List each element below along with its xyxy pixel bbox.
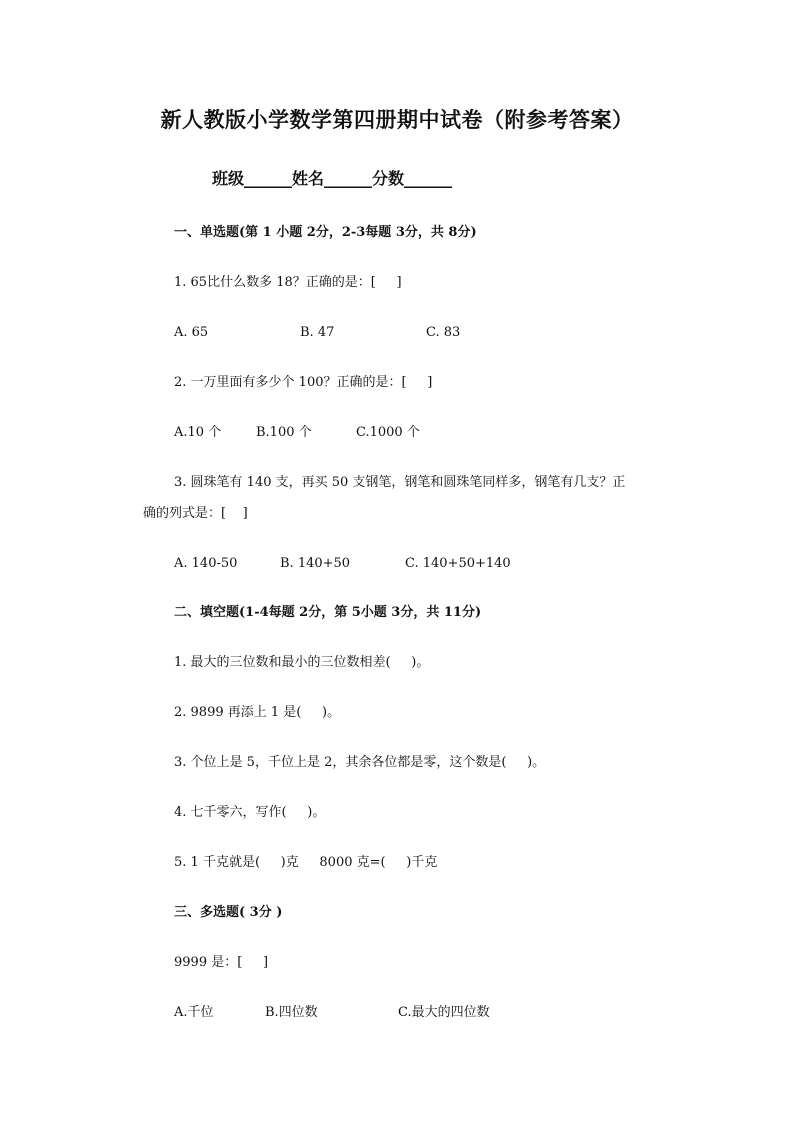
exam-title: 新人教版小学数学第四册期中试卷（附参考答案） <box>160 108 634 132</box>
fill-in-item-3: 3. 个位上是 5，千位上是 2，其余各位都是零，这个数是( )。 <box>174 755 546 770</box>
fill-in-item-1: 1. 最大的三位数和最小的三位数相差( )。 <box>174 655 430 670</box>
question-1-text: 1. 65比什么数多 18？正确的是：[ ] <box>174 275 402 290</box>
question-2-option-a: A.10 个 <box>174 425 222 440</box>
question-3-text-line-2: 确的列式是：[ ] <box>143 506 248 521</box>
multi-question-1-option-c: C.最大的四位数 <box>398 1005 490 1020</box>
question-1-option-a: A. 65 <box>174 325 209 340</box>
student-info-line: 班级______姓名______分数______ <box>212 169 453 188</box>
question-2-option-c: C.1000 个 <box>356 425 420 440</box>
question-3-option-c: C. 140+50+140 <box>405 556 511 571</box>
question-3-option-b: B. 140+50 <box>280 556 351 571</box>
fill-in-item-2: 2. 9899 再添上 1 是( )。 <box>174 705 341 720</box>
multi-question-1-option-a: A.千位 <box>174 1005 214 1020</box>
section-heading-single-choice: 一、单选题(第 1 小题 2分，2-3每题 3分，共 8分) <box>174 225 477 240</box>
section-heading-fill-in: 二、填空题(1-4每题 2分，第 5小题 3分，共 11分) <box>174 605 482 620</box>
question-2-text: 2. 一万里面有多少个 100？正确的是：[ ] <box>174 375 433 390</box>
fill-in-item-5: 5. 1 千克就是( )克 8000 克=( )千克 <box>174 855 438 870</box>
question-1-option-c: C. 83 <box>426 325 461 340</box>
question-3-text-line-1: 3. 圆珠笔有 140 支，再买 50 支钢笔，钢笔和圆珠笔同样多，钢笔有几支？正 <box>174 475 626 490</box>
multi-question-1-option-b: B.四位数 <box>265 1005 318 1020</box>
question-1-option-b: B. 47 <box>300 325 335 340</box>
section-heading-multiple-choice: 三、多选题( 3分 ) <box>174 905 283 920</box>
question-2-option-b: B.100 个 <box>256 425 312 440</box>
question-3-option-a: A. 140-50 <box>174 556 238 571</box>
multi-question-1-text: 9999 是：[ ] <box>174 955 269 970</box>
fill-in-item-4: 4. 七千零六，写作( )。 <box>174 805 326 820</box>
